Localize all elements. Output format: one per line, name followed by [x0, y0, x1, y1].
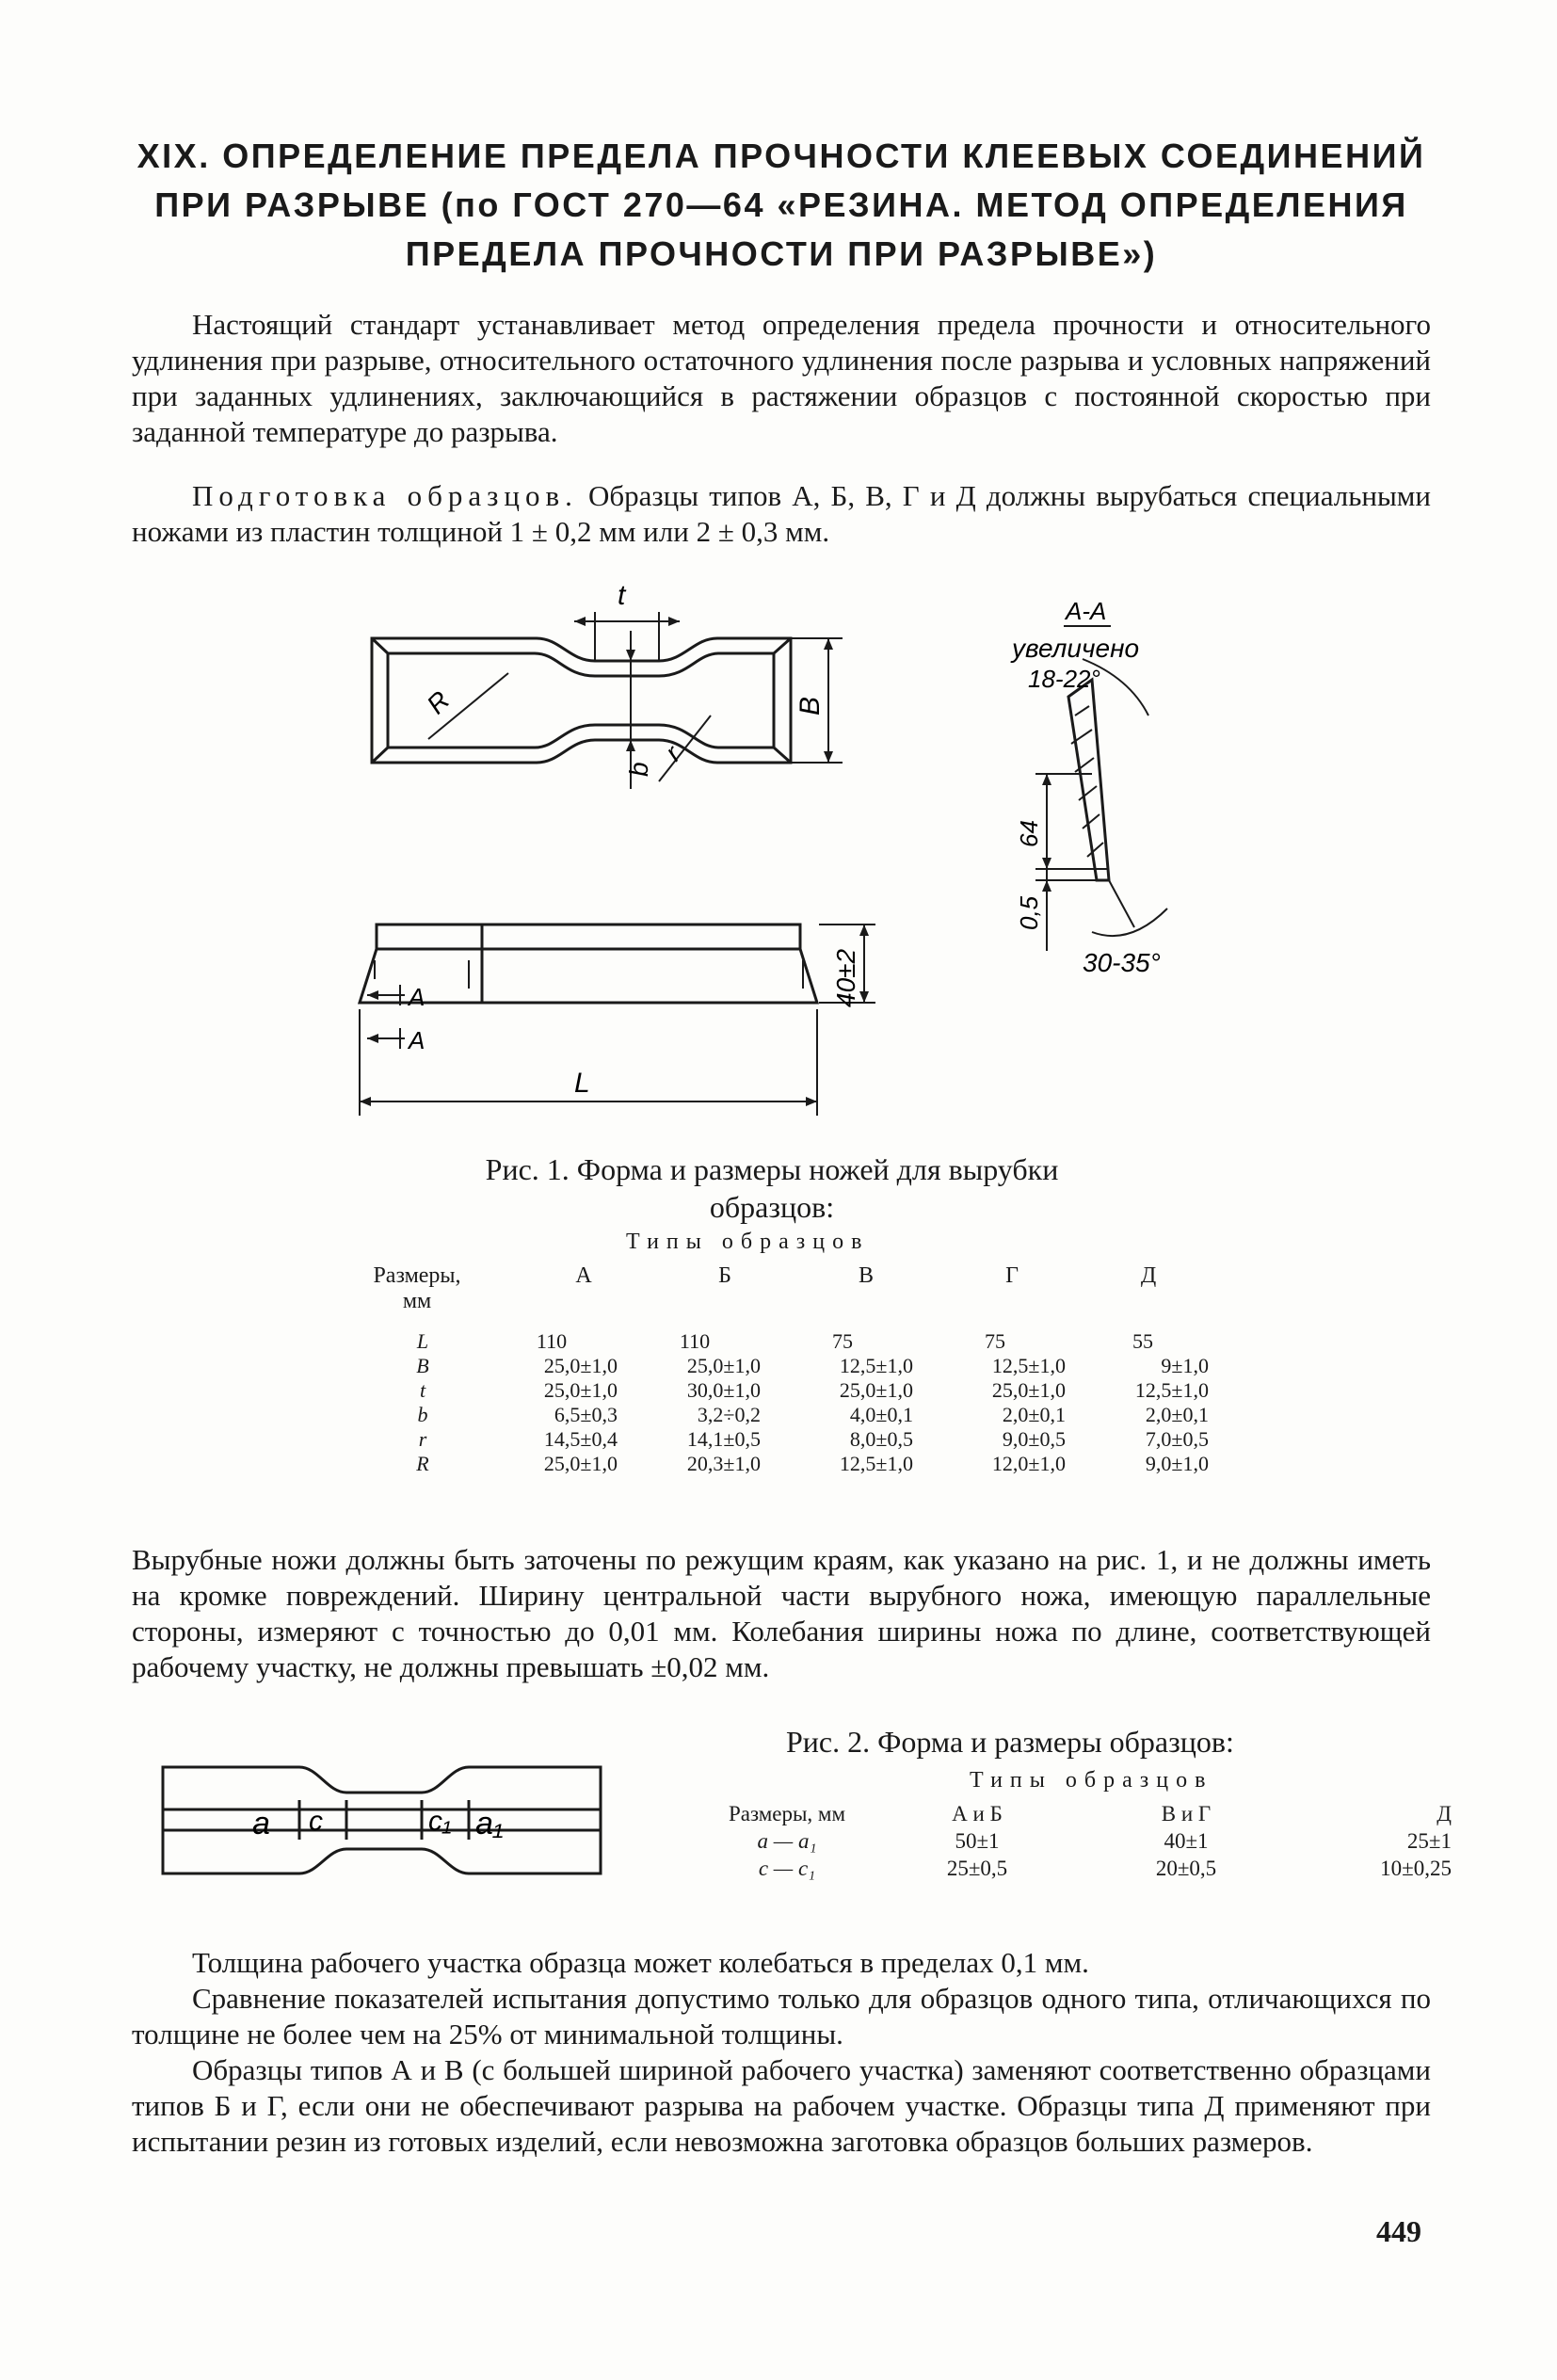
table-1-rowhead [365, 1263, 469, 1314]
label-R: R [421, 685, 456, 720]
figure-2-specimen-drawing [158, 1762, 610, 1885]
cell: 75 [832, 1329, 853, 1353]
table-1-knife-dimensions [365, 1329, 1214, 1476]
page-number: 449 [1376, 2214, 1421, 2248]
figure-1-knife-drawing [348, 574, 1196, 1149]
title-line-1: XIX. ОПРЕДЕЛЕНИЕ ПРЕДЕЛА ПРОЧНОСТИ КЛЕЕВЫХ СОЕДИНЕНИЙ [136, 137, 1426, 175]
cell: 14,5±0,4 [543, 1427, 618, 1451]
cell: 4,0±0,1 [849, 1403, 913, 1426]
cell: 75 [985, 1329, 1005, 1353]
label-c: c [309, 1806, 323, 1837]
table-2-col-AB: А и Б [952, 1802, 1003, 1825]
table-1-col-V: В [858, 1263, 874, 1288]
label-A-2: A [409, 1026, 425, 1054]
row-label: c — c₁ [758, 1857, 816, 1880]
row-label: B [416, 1354, 429, 1377]
cell: 25,0±1,0 [543, 1354, 618, 1377]
table-row [365, 1378, 1214, 1403]
figure-2-caption: Рис. 2. Форма и размеры образцов: [786, 1725, 1234, 1759]
table-2-rowhead: Размеры, мм [728, 1802, 846, 1825]
row-label: t [419, 1378, 426, 1402]
table-2-col-VG: В и Г [1161, 1802, 1212, 1825]
cell: 110 [536, 1329, 568, 1353]
label-B: B [795, 696, 826, 716]
table-1-col-B: Б [718, 1263, 731, 1288]
section-dim-64: 64 [1015, 820, 1043, 847]
page-title [122, 132, 1440, 279]
preparation-text: Образцы типов А, Б, В, Г и Д должны вырубаться специальными ножами из пластин толщиной 1 ± 0,2 мм или 2 ± 0,3 мм. [132, 479, 1431, 548]
table-row [365, 1403, 1214, 1427]
table-1-col-D: Д [1140, 1263, 1157, 1288]
section-profile [1068, 680, 1109, 880]
row-label: r [418, 1427, 427, 1451]
title-line-3: ПРЕДЕЛА ПРОЧНОСТИ ПРИ РАЗРЫВЕ») [405, 234, 1158, 273]
cell: 12,5±1,0 [839, 1452, 913, 1475]
label-height: 40±2 [831, 948, 860, 1007]
table-row [365, 1427, 1214, 1452]
cell: 25,0±1,0 [543, 1378, 618, 1402]
label-c1: c₁ [428, 1806, 452, 1837]
label-t: t [618, 580, 626, 611]
cell: 50±1 [955, 1829, 1000, 1853]
section-angle-top: 18-22° [1028, 665, 1100, 693]
types-paragraph: Образцы типов А и В (с большей шириной рабочего участка) заменяют соответственно образцами типов Б и Г, если они не обеспечивают разрыва на рабочем участке. Образцы типа Д применяют при испытании резин из готовых изделий, если невозможна заготовка образцов больших размеров. [132, 2053, 1431, 2158]
section-title: A-A [1066, 597, 1107, 625]
cell: 25,0±1,0 [991, 1378, 1066, 1402]
cell: 3,2÷0,2 [697, 1403, 761, 1426]
preparation-lead: Подготовка образцов. [192, 479, 578, 512]
table-row [365, 1354, 1214, 1378]
cell: 8,0±0,5 [849, 1427, 913, 1451]
table-1-rowhead-line-1: Размеры, [373, 1263, 461, 1288]
cell: 2,0±0,1 [1145, 1403, 1209, 1426]
cell: 20,3±1,0 [686, 1452, 761, 1475]
cell: 10±0,25 [1380, 1857, 1452, 1880]
title-line-2: ПРИ РАЗРЫВЕ (по ГОСТ 270—64 «РЕЗИНА. МЕТОД ОПРЕДЕЛЕНИЯ [154, 185, 1408, 224]
cell: 55 [1132, 1329, 1153, 1353]
compare-paragraph: Сравнение показателей испытания допустимо только для образцов одного типа, отличающихся по толщине не более чем на 25% от минимальной толщины. [132, 1982, 1431, 2050]
cell: 9,0±1,0 [1145, 1452, 1209, 1475]
table-1-rowhead-line-2: мм [402, 1289, 432, 1313]
cell: 25±0,5 [946, 1857, 1008, 1880]
figure-1-caption-line-2: образцов: [709, 1190, 835, 1224]
cell: 12,5±1,0 [991, 1354, 1066, 1377]
table-row [365, 1452, 1214, 1476]
row-label: R [416, 1452, 429, 1475]
section-angle-bottom: 30-35° [1083, 948, 1161, 977]
cell: 2,0±0,1 [1002, 1403, 1066, 1426]
cell: 12,0±1,0 [991, 1452, 1066, 1475]
row-label: L [416, 1329, 429, 1353]
intro-paragraph: Настоящий стандарт устанавливает метод определения предела прочности и относительного удлинения при разрыве, относительного остаточного удлинения после разрыва и условных напряжений при заданных удлинениях, заключающийся в растяжении образцов с постоянной скоростью при заданной температуре до разрыва. [132, 308, 1431, 448]
preparation-paragraph [132, 478, 1431, 550]
section-zoom: увеличено [1012, 634, 1140, 663]
cell: 110 [679, 1329, 711, 1353]
cell: 14,1±0,5 [686, 1427, 761, 1451]
label-r: r [659, 739, 686, 767]
cell: 9,0±0,5 [1002, 1427, 1066, 1451]
cell: 12,5±1,0 [1134, 1378, 1209, 1402]
table-2-col-D: Д [1437, 1802, 1452, 1825]
knives-paragraph: Вырубные ножи должны быть заточены по режущим краям, как указано на рис. 1, и не должны иметь на кромке повреждений. Ширину центральной части вырубного ножа, имеющую параллельные стороны, измеряют с точностью до 0,01 мм. Колебания ширины ножа по длине, соответствующей рабочему участку, не должны превышать ±0,02 мм. [132, 1543, 1431, 1683]
cell: 30,0±1,0 [686, 1378, 761, 1402]
cell: 40±1 [1164, 1829, 1209, 1853]
table-1-header: Типы образцов [626, 1230, 870, 1254]
row-label: a — a₁ [757, 1829, 817, 1853]
row-label: b [417, 1403, 428, 1426]
cell: 25,0±1,0 [543, 1452, 618, 1475]
label-a1: a₁ [475, 1806, 504, 1841]
table-row [692, 1827, 1453, 1855]
label-b: b [624, 762, 653, 777]
cell: 12,5±1,0 [839, 1354, 913, 1377]
cell: 25±1 [1406, 1829, 1452, 1853]
table-2-header: Типы образцов [970, 1768, 1213, 1793]
cell: 25,0±1,0 [839, 1378, 913, 1402]
figure-1-caption [348, 1150, 1196, 1226]
label-L: L [574, 1068, 590, 1099]
table-row [692, 1800, 1453, 1827]
figure-1-caption-line-1: Рис. 1. Форма и размеры ножей для вырубки [485, 1152, 1059, 1186]
table-1-col-G: Г [1005, 1263, 1019, 1288]
cell: 25,0±1,0 [686, 1354, 761, 1377]
table-row [692, 1855, 1453, 1882]
table-1-col-A: А [575, 1263, 592, 1288]
thickness-paragraph: Толщина рабочего участка образца может колебаться в пределах 0,1 мм. [192, 1946, 1089, 1979]
table-row [365, 1329, 1214, 1354]
cell: 6,5±0,3 [554, 1403, 618, 1426]
table-2-specimen-dimensions [692, 1800, 1453, 1882]
cell: 9±1,0 [1161, 1354, 1209, 1377]
cell: 20±0,5 [1155, 1857, 1217, 1880]
cell: 7,0±0,5 [1145, 1427, 1209, 1451]
section-dim-05: 0,5 [1015, 895, 1043, 930]
label-A-1: A [409, 983, 425, 1011]
label-a: a [252, 1806, 270, 1841]
